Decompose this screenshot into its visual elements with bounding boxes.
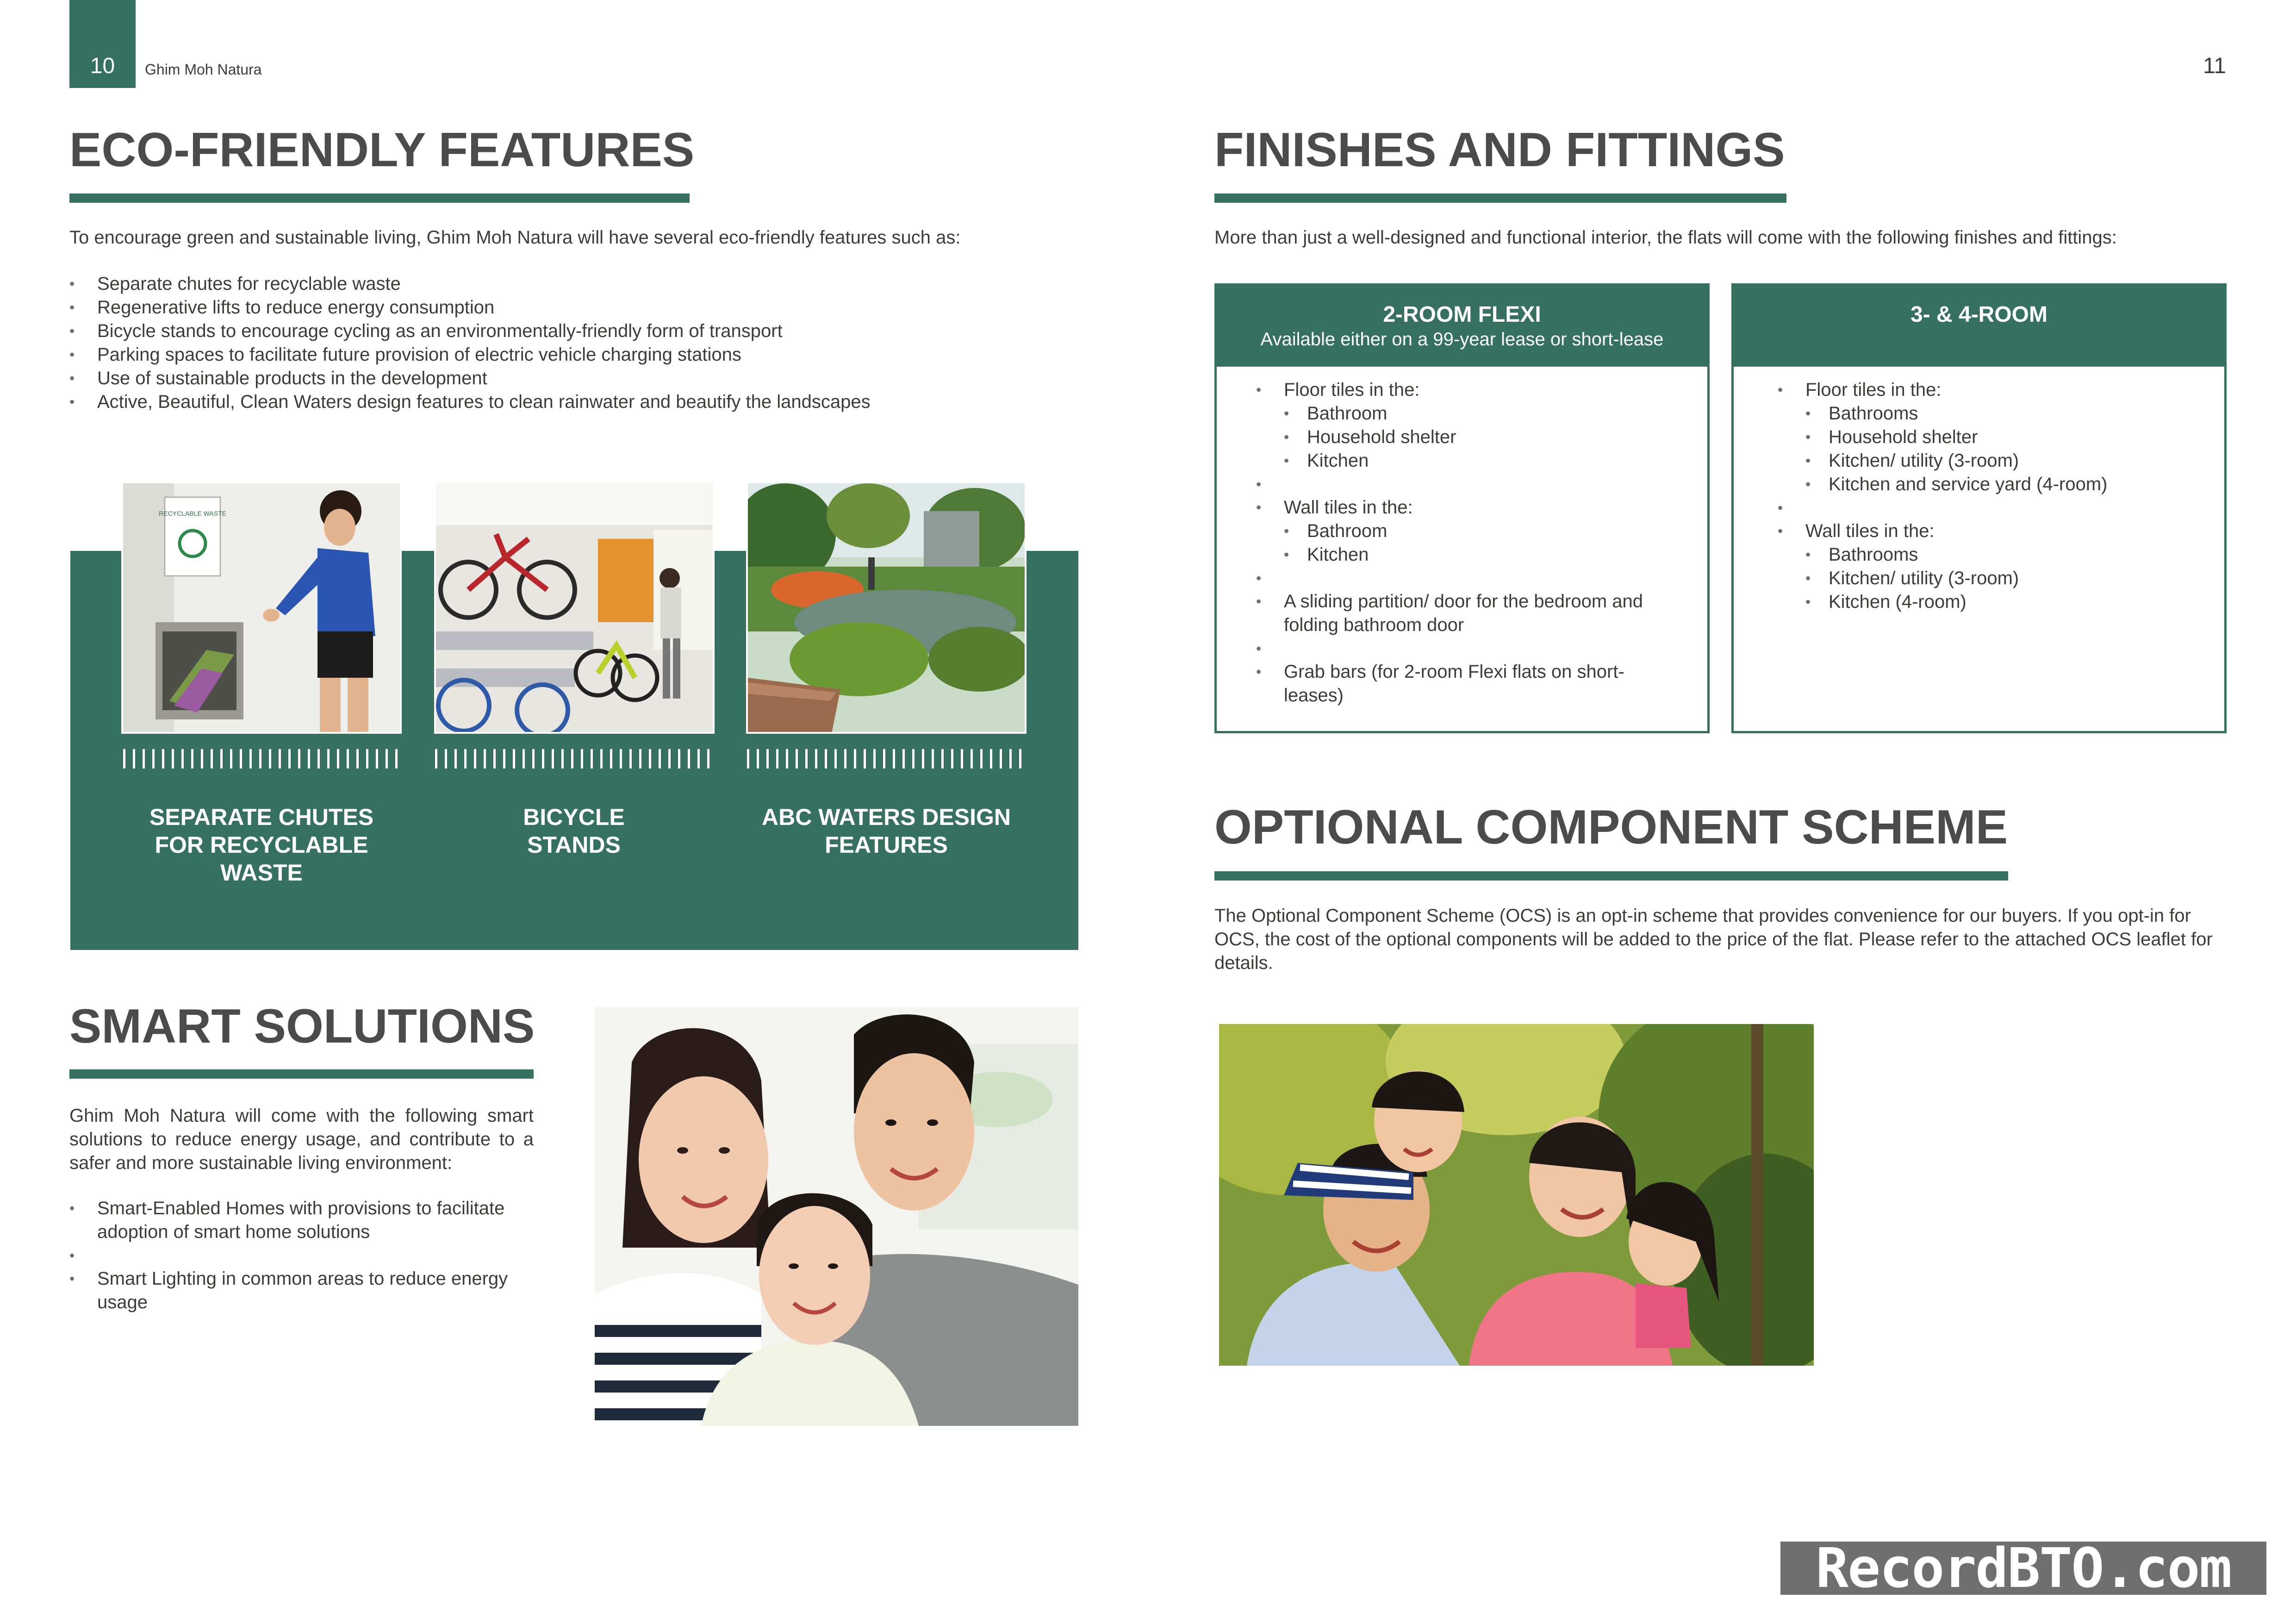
list-item: • Smart-Enabled Homes with provisions to facilitate adoption of smart home solutions [69, 1197, 534, 1244]
list-spacer [1778, 496, 2194, 519]
family-photo-indoor [595, 1007, 1078, 1426]
family-outdoor-illustration [1219, 1024, 1814, 1366]
abc-waters-illustration [748, 483, 1027, 734]
watermark-logo: RecordBTO.com [1780, 1542, 2266, 1595]
group-label: Wall tiles in the: [1284, 497, 1413, 518]
caption-line: FOR RECYCLABLE [155, 832, 368, 858]
finishes-title-rule [1214, 194, 1786, 203]
sub-item: • Kitchen and service yard (4-room) [1805, 473, 2194, 496]
sub-item: • Bathroom [1284, 402, 1673, 425]
sub-item: • Kitchen [1284, 543, 1673, 567]
sub-item: • Bathroom [1284, 519, 1673, 543]
list-item: • Use of sustainable products in the development [69, 367, 1088, 390]
list-item: • Bicycle stands to encourage cycling as an environmentally-friendly form of transport [69, 319, 1088, 343]
list-spacer [69, 1244, 534, 1267]
finishes-title: FINISHES AND FITTINGS [1214, 123, 1785, 177]
recycling-chute-photo [121, 481, 402, 734]
caption-line: ABC WATERS DESIGN [762, 804, 1011, 830]
eco-title: ECO-FRIENDLY FEATURES [69, 123, 695, 177]
sub-item: • Bathrooms [1805, 402, 2194, 425]
finishes-box-list [1256, 378, 1673, 707]
feature-caption-abc-waters [722, 803, 1051, 859]
smart-title-rule [69, 1069, 534, 1079]
list-item: • Grab bars (for 2-room Flexi flats on short-leases) [1256, 660, 1673, 707]
caption-divider [123, 749, 403, 768]
finishes-box-2-room-flexi [1214, 283, 1710, 733]
list-item [1778, 519, 2194, 614]
feature-caption-bicycle [417, 803, 731, 859]
left-page-number: 10 [90, 54, 115, 78]
group-label: Floor tiles in the: [1284, 380, 1420, 400]
eco-intro: To encourage green and sustainable living, Ghim Moh Natura will have several eco-friendly features such as: [69, 227, 961, 248]
finishes-box-title: 2-ROOM FLEXI [1383, 302, 1541, 327]
ocs-body: The Optional Component Scheme (OCS) is an opt-in scheme that provides convenience for our buyers. If you opt-in for OCS, the cost of the optional components will be added to the price of the flat. Please refer to the attached OCS leaflet for details. [1214, 906, 2213, 973]
bicycle-stands-illustration [436, 483, 715, 734]
list-item [1256, 378, 1673, 473]
finishes-box-header [1217, 286, 1707, 367]
list-item [1778, 378, 2194, 496]
finishes-box-header [1734, 286, 2224, 367]
smart-solution-list [69, 1197, 534, 1314]
eco-title-rule [69, 194, 690, 203]
list-spacer [1256, 567, 1673, 590]
caption-line: BICYCLE [523, 804, 625, 830]
sub-item: • Kitchen/ utility (3-room) [1805, 449, 2194, 473]
list-item: • Separate chutes for recyclable waste [69, 272, 1088, 296]
list-item: • Smart Lighting in common areas to reduce energy usage [69, 1267, 534, 1314]
finishes-box-3-4-room [1731, 283, 2227, 733]
smart-intro: Ghim Moh Natura will come with the following smart solutions to reduce energy usage, and contribute to a safer and more sustainable living environment: [69, 1106, 534, 1173]
sub-list [1284, 519, 1673, 567]
sub-item: • Household shelter [1805, 425, 2194, 449]
caption-line: STANDS [527, 832, 621, 858]
list-spacer [1256, 473, 1673, 496]
project-name: Ghim Moh Natura [145, 61, 262, 78]
ocs-title-rule [1214, 871, 2008, 881]
caption-line: WASTE [220, 860, 303, 886]
list-item [1256, 496, 1673, 567]
smart-title: SMART SOLUTIONS [69, 999, 535, 1053]
family-indoor-illustration [595, 1007, 1078, 1426]
list-item: • A sliding partition/ door for the bedroom and folding bathroom door [1256, 590, 1673, 637]
abc-waters-photo [746, 481, 1027, 734]
right-page-number: 11 [2203, 54, 2226, 78]
list-item: • Active, Beautiful, Clean Waters design features to clean rainwater and beautify the landscapes [69, 390, 1088, 414]
family-photo-outdoor [1219, 1024, 1814, 1366]
finishes-intro: More than just a well-designed and functional interior, the flats will come with the following finishes and fittings: [1214, 227, 2117, 248]
ocs-title: OPTIONAL COMPONENT SCHEME [1214, 800, 2008, 854]
sub-list [1805, 402, 2194, 496]
finishes-box-list [1778, 378, 2194, 614]
sub-item: • Kitchen (4-room) [1805, 590, 2194, 614]
sub-list [1284, 402, 1673, 473]
sub-item: • Bathrooms [1805, 543, 2194, 567]
caption-divider [747, 749, 1027, 768]
caption-line: SEPARATE CHUTES [149, 804, 374, 830]
recyclable-waste-sign: RECYCLABLE WASTE [159, 510, 226, 517]
sub-item: • Kitchen [1284, 449, 1673, 473]
caption-line: FEATURES [825, 832, 948, 858]
finishes-box-subtitle: Available either on a 99-year lease or short-lease [1260, 329, 1664, 350]
group-label: Floor tiles in the: [1805, 380, 1941, 400]
sub-item: • Household shelter [1284, 425, 1673, 449]
list-item: • Parking spaces to facilitate future provision of electric vehicle charging stations [69, 343, 1088, 367]
bicycle-stands-photo [434, 481, 715, 734]
feature-caption-recycling [104, 803, 419, 887]
group-label: Wall tiles in the: [1805, 521, 1935, 541]
eco-feature-list [69, 272, 1088, 414]
sub-item: • Kitchen/ utility (3-room) [1805, 567, 2194, 590]
list-spacer [1256, 637, 1673, 660]
caption-divider [435, 749, 715, 768]
list-item: • Regenerative lifts to reduce energy consumption [69, 296, 1088, 319]
sub-list [1805, 543, 2194, 614]
recycling-chute-illustration [123, 483, 402, 734]
finishes-box-title: 3- & 4-ROOM [1910, 302, 2047, 327]
